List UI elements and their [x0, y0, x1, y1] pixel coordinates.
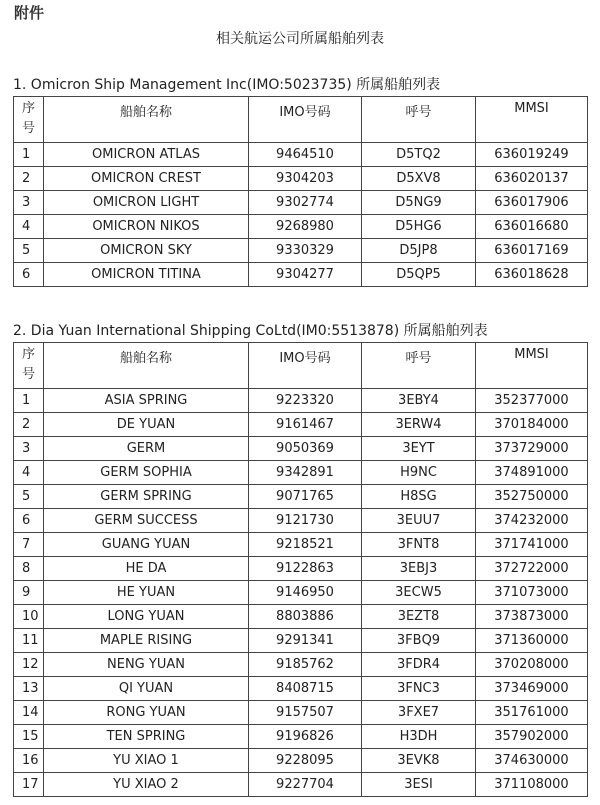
cell-callsign: 3EBY4 [362, 389, 476, 413]
table-row [14, 413, 588, 437]
table-row [14, 461, 588, 485]
cell-callsign: 3FNC3 [362, 677, 476, 701]
col-header-imo: IMO号码 [249, 97, 362, 143]
cell-imo: 9050369 [249, 437, 362, 461]
cell-ship-name: HE DA [44, 557, 249, 581]
col-header-mmsi: MMSI [476, 343, 588, 389]
cell-imo: 9227704 [249, 773, 362, 797]
table-row [14, 653, 588, 677]
cell-callsign: H3DH [362, 725, 476, 749]
table-row [14, 215, 588, 239]
cell-mmsi: 373469000 [476, 677, 588, 701]
cell-seq: 17 [14, 773, 44, 797]
col-header-imo: IMO号码 [249, 343, 362, 389]
cell-imo: 9223320 [249, 389, 362, 413]
cell-ship-name: OMICRON ATLAS [44, 143, 249, 167]
cell-ship-name: NENG YUAN [44, 653, 249, 677]
ship-table-omicron [13, 96, 588, 287]
table-row [14, 143, 588, 167]
col-header-callsign: 呼号 [362, 343, 476, 389]
cell-mmsi: 374630000 [476, 749, 588, 773]
cell-mmsi: 371073000 [476, 581, 588, 605]
cell-imo: 9157507 [249, 701, 362, 725]
cell-mmsi: 373729000 [476, 437, 588, 461]
cell-mmsi: 372722000 [476, 557, 588, 581]
table-row [14, 389, 588, 413]
cell-seq: 15 [14, 725, 44, 749]
col-header-callsign: 呼号 [362, 97, 476, 143]
cell-imo: 9268980 [249, 215, 362, 239]
cell-mmsi: 374891000 [476, 461, 588, 485]
cell-seq: 4 [14, 461, 44, 485]
cell-seq: 1 [14, 389, 44, 413]
table-row [14, 725, 588, 749]
cell-seq: 7 [14, 533, 44, 557]
cell-imo: 9218521 [249, 533, 362, 557]
cell-callsign: 3ERW4 [362, 413, 476, 437]
cell-seq: 1 [14, 143, 44, 167]
section-heading-dia-yuan: 2. Dia Yuan International Shipping CoLtd(IM0:5513878) 所属船舶列表 [13, 323, 488, 339]
cell-ship-name: YU XIAO 1 [44, 749, 249, 773]
table-header-row [14, 97, 588, 143]
table-row [14, 191, 588, 215]
cell-mmsi: 636016680 [476, 215, 588, 239]
cell-callsign: 3ECW5 [362, 581, 476, 605]
table-header-row [14, 343, 588, 389]
col-header-ship-name: 船舶名称 [44, 343, 249, 389]
table-row [14, 167, 588, 191]
cell-callsign: H8SG [362, 485, 476, 509]
cell-imo: 9302774 [249, 191, 362, 215]
cell-callsign: 3EUU7 [362, 509, 476, 533]
cell-callsign: 3EBJ3 [362, 557, 476, 581]
cell-imo: 8803886 [249, 605, 362, 629]
cell-ship-name: GERM SUCCESS [44, 509, 249, 533]
cell-ship-name: GERM [44, 437, 249, 461]
cell-callsign: D5XV8 [362, 167, 476, 191]
cell-ship-name: ASIA SPRING [44, 389, 249, 413]
cell-imo: 9464510 [249, 143, 362, 167]
cell-callsign: 3ESI [362, 773, 476, 797]
cell-ship-name: YU XIAO 2 [44, 773, 249, 797]
cell-seq: 2 [14, 413, 44, 437]
cell-ship-name: OMICRON CREST [44, 167, 249, 191]
table-row [14, 605, 588, 629]
cell-mmsi: 352377000 [476, 389, 588, 413]
table-row [14, 677, 588, 701]
cell-callsign: D5HG6 [362, 215, 476, 239]
table-row [14, 533, 588, 557]
cell-mmsi: 370184000 [476, 413, 588, 437]
cell-seq: 5 [14, 485, 44, 509]
cell-callsign: 3EVK8 [362, 749, 476, 773]
cell-ship-name: QI YUAN [44, 677, 249, 701]
cell-ship-name: DE YUAN [44, 413, 249, 437]
table-row [14, 581, 588, 605]
cell-seq: 10 [14, 605, 44, 629]
cell-seq: 9 [14, 581, 44, 605]
cell-mmsi: 374232000 [476, 509, 588, 533]
table-row [14, 263, 588, 287]
cell-mmsi: 636017169 [476, 239, 588, 263]
cell-callsign: D5JP8 [362, 239, 476, 263]
cell-mmsi: 371360000 [476, 629, 588, 653]
cell-imo: 9304203 [249, 167, 362, 191]
table-row [14, 773, 588, 797]
cell-seq: 14 [14, 701, 44, 725]
cell-callsign: D5QP5 [362, 263, 476, 287]
cell-seq: 2 [14, 167, 44, 191]
cell-callsign: D5NG9 [362, 191, 476, 215]
cell-ship-name: OMICRON LIGHT [44, 191, 249, 215]
cell-ship-name: TEN SPRING [44, 725, 249, 749]
cell-imo: 9330329 [249, 239, 362, 263]
cell-callsign: 3EYT [362, 437, 476, 461]
col-header-mmsi: MMSI [476, 97, 588, 143]
table-row [14, 701, 588, 725]
cell-seq: 16 [14, 749, 44, 773]
cell-seq: 12 [14, 653, 44, 677]
cell-imo: 8408715 [249, 677, 362, 701]
cell-ship-name: OMICRON SKY [44, 239, 249, 263]
ship-table-dia-yuan [13, 342, 588, 797]
col-header-seq: 序号 [14, 97, 44, 143]
cell-mmsi: 373873000 [476, 605, 588, 629]
table-row [14, 557, 588, 581]
cell-mmsi: 351761000 [476, 701, 588, 725]
cell-imo: 9161467 [249, 413, 362, 437]
table-row [14, 239, 588, 263]
cell-imo: 9342891 [249, 461, 362, 485]
cell-ship-name: GUANG YUAN [44, 533, 249, 557]
cell-mmsi: 357902000 [476, 725, 588, 749]
col-header-seq: 序号 [14, 343, 44, 389]
cell-callsign: H9NC [362, 461, 476, 485]
document-title: 相关航运公司所属船舶列表 [216, 31, 384, 47]
cell-mmsi: 370208000 [476, 653, 588, 677]
cell-mmsi: 371108000 [476, 773, 588, 797]
cell-mmsi: 636018628 [476, 263, 588, 287]
cell-imo: 9228095 [249, 749, 362, 773]
cell-mmsi: 352750000 [476, 485, 588, 509]
cell-seq: 4 [14, 215, 44, 239]
cell-imo: 9304277 [249, 263, 362, 287]
cell-mmsi: 636017906 [476, 191, 588, 215]
section-heading-omicron: 1. Omicron Ship Management Inc(IMO:5023735) 所属船舶列表 [13, 77, 441, 93]
cell-ship-name: RONG YUAN [44, 701, 249, 725]
cell-mmsi: 636019249 [476, 143, 588, 167]
cell-imo: 9122863 [249, 557, 362, 581]
cell-callsign: 3FBQ9 [362, 629, 476, 653]
cell-imo: 9121730 [249, 509, 362, 533]
attachment-label: 附件 [14, 4, 45, 22]
cell-callsign: 3FNT8 [362, 533, 476, 557]
cell-imo: 9291341 [249, 629, 362, 653]
cell-seq: 3 [14, 437, 44, 461]
cell-callsign: D5TQ2 [362, 143, 476, 167]
table-row [14, 509, 588, 533]
cell-seq: 5 [14, 239, 44, 263]
col-header-ship-name: 船舶名称 [44, 97, 249, 143]
cell-seq: 3 [14, 191, 44, 215]
cell-seq: 6 [14, 509, 44, 533]
cell-ship-name: OMICRON NIKOS [44, 215, 249, 239]
cell-mmsi: 371741000 [476, 533, 588, 557]
cell-imo: 9196826 [249, 725, 362, 749]
cell-callsign: 3EZT8 [362, 605, 476, 629]
cell-ship-name: GERM SPRING [44, 485, 249, 509]
cell-seq: 6 [14, 263, 44, 287]
cell-mmsi: 636020137 [476, 167, 588, 191]
cell-ship-name: GERM SOPHIA [44, 461, 249, 485]
cell-imo: 9146950 [249, 581, 362, 605]
cell-seq: 11 [14, 629, 44, 653]
cell-ship-name: HE YUAN [44, 581, 249, 605]
cell-callsign: 3FDR4 [362, 653, 476, 677]
table-row [14, 485, 588, 509]
cell-seq: 13 [14, 677, 44, 701]
table-row [14, 629, 588, 653]
cell-callsign: 3FXE7 [362, 701, 476, 725]
cell-seq: 8 [14, 557, 44, 581]
cell-ship-name: OMICRON TITINA [44, 263, 249, 287]
cell-imo: 9071765 [249, 485, 362, 509]
cell-ship-name: MAPLE RISING [44, 629, 249, 653]
table-row [14, 749, 588, 773]
cell-imo: 9185762 [249, 653, 362, 677]
table-row [14, 437, 588, 461]
cell-ship-name: LONG YUAN [44, 605, 249, 629]
